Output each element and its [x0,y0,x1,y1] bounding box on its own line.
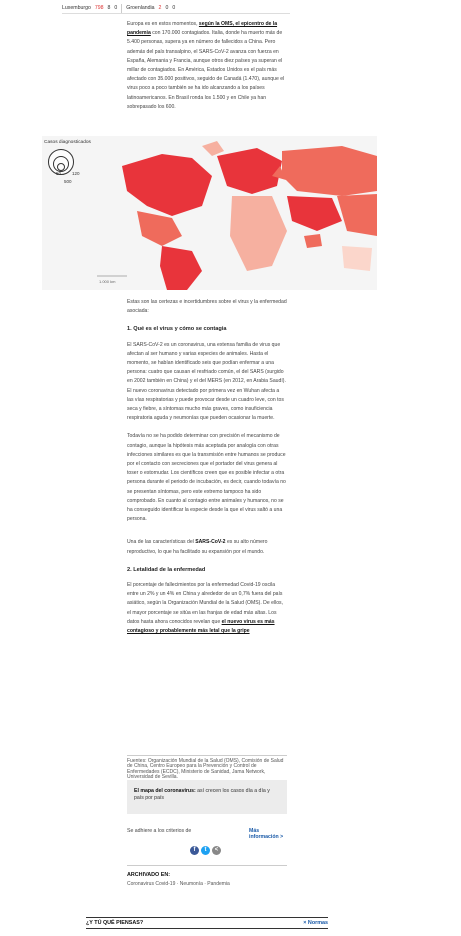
table-cell-recovered: 0 [114,5,118,11]
text: El porcentaje de fallecimientos por la enfermedad Covid-19 oscila entre un 2% y un 4% en China y alrededor de un 0,7% fuera del país asiático, según la Organización Mundial de la Salud (OMS). De ellos, el mayor porcentaje se sitúa en las franjas de edad más altas. Los datos hasta ahora conocidos revelan que [127,582,284,625]
map-legend [44,140,91,183]
scale-label: 1.000 km [99,279,116,284]
criteria-text: Se adhiere a los criterios de [127,828,192,834]
oceania-shape [342,246,372,271]
section-heading-1: 1. Qué es el virus y cómo se contagia [127,326,227,333]
article-body [127,298,287,645]
promo-title: El mapa del coronavirus: [134,788,196,794]
article-paragraph: Estas son las certezas e incertidumbres sobre el virus y la enfermedad asociada: [127,299,287,315]
sources-note: Fuentes: Organización Mundial de la Salud (OMS), Comisión de Salud de China, Centro Europeo para la Prevención y Control de Enfermedades (ECDC), Ministerio de Sanidad, Jama Network, Universidad de Sevilla. [127,755,287,781]
legend-circle-small [57,163,65,171]
text: Una de las características del [127,539,196,546]
intro-paragraph [127,20,287,112]
map-svg [42,136,377,290]
legend-value: 500 [64,179,72,184]
table-cell-country: Luxemburgo [62,5,91,11]
more-info-link[interactable]: Más información > [249,828,284,840]
coronavirus-map[interactable] [42,136,377,290]
cases-table-row [62,3,290,14]
article-paragraph: El SARS-CoV-2 es un coronavirus, una extensa familia de virus que afectan al ser humano y varias especies de animales. Hasta el momento, se habían identificado seis que podían enfermar a una persona: cuatro que causan el resfriado común, el del SARS (surgido en 2002 también en China) y el del MERS (en 2012, en Arabia Saudí). El nuevo coronavirus detectado por primera vez en Wuhan afecta a las vías respiratorias y puede provocar desde un cuadro leve, con tos seca y fiebre, a síntomas mucho más graves, como insuficiencia respiratoria aguda y neumonías que pueden ocasionar la muerte. [127,341,286,422]
intro-text-rest: con 170.000 contagiados. Italia, donde ha muerto más de 5.400 personas, supera ya en número de fallecidos a China. Pero además del país transalpino, el SARS-CoV-2 avanza con fuerza en España, Alemania y Francia, aunque otros diez países ya superan el millar de contagiados. En América, Estados Unidos es el país más afectado con 35.000 positivos, seguido de Canadá (1.470), aunque el virus poco a poco también se ha ido alcanzando a los países latinoamericanos. En Brasil ronda los 1.500 y en Chile ya han sobrepasado los 600. [127,30,285,110]
table-cell-recovered: 0 [172,5,176,11]
legend-value: 120 [72,171,80,176]
table-cell-deaths: 0 [165,5,169,11]
legend-title: Casos diagnosticados [44,140,91,145]
oms-link[interactable]: según la OMS, el epicentro de la pandemia [127,21,278,37]
table-cell-cases: 798 [94,5,104,11]
comments-bar[interactable] [86,917,328,929]
comments-label[interactable]: ¿Y TÚ QUÉ PIENSAS? [86,920,144,926]
norms-link[interactable]: × Normas [303,920,328,926]
share-buttons [190,846,221,855]
related-map-promo[interactable] [127,780,287,814]
intro-text: Europa es en estos momentos, [127,21,199,27]
text: es su alto número reproductivo, lo que ha facilitado su expansión por el mundo. [127,539,268,555]
promo-text: así crecen los casos día a día y país por país [134,788,270,801]
legend-value: 50 [56,171,62,176]
archived-tags[interactable]: Coronavirus Covid-19 · Neumonía · Pandemia [127,881,230,887]
table-cell-deaths: 8 [107,5,111,11]
virus-name: SARS-CoV-2 [195,539,226,546]
article-paragraph [127,581,287,636]
facebook-icon[interactable]: f [190,846,199,855]
russia-shape [282,146,377,196]
table-divider [121,4,122,13]
gripe-link[interactable]: el nuevo virus es más contagioso y probablemente más letal que la gripe [127,618,275,635]
legend-circles [44,147,84,183]
trust-criteria [127,828,287,840]
archived-heading: ARCHIVADO EN: [127,872,171,878]
share-icon[interactable]: < [212,846,221,855]
article-paragraph [127,538,287,556]
twitter-icon[interactable]: t [201,846,210,855]
table-cell-country: Groenlandia [126,5,155,11]
region-shape [304,234,322,248]
section-heading-2: 2. Letalidad de la enfermedad [127,566,206,573]
intro-paragraph-block [127,20,287,121]
archived-in [127,865,287,887]
article-paragraph: Todavía no se ha podido determinar con precisión el mecanismo de contagio, aunque la hipótesis más aceptada por analogía con otras infecciones similares es que la transmisión entre humanos se produce por el contacto con secreciones que el portador del virus genera al toser o estornudar. Los científicos creen que es posible infectar a otra persona durante el periodo de incubación, es decir, cuando todavía no se presentan síntomas, pero este extremo tampoco ha sido comprobado. En cuanto al contagio entre animales y humanos, no se ha conseguido identificar la especie desde la que el virus saltó a una persona. [127,433,286,523]
table-cell-cases: 2 [158,5,162,11]
